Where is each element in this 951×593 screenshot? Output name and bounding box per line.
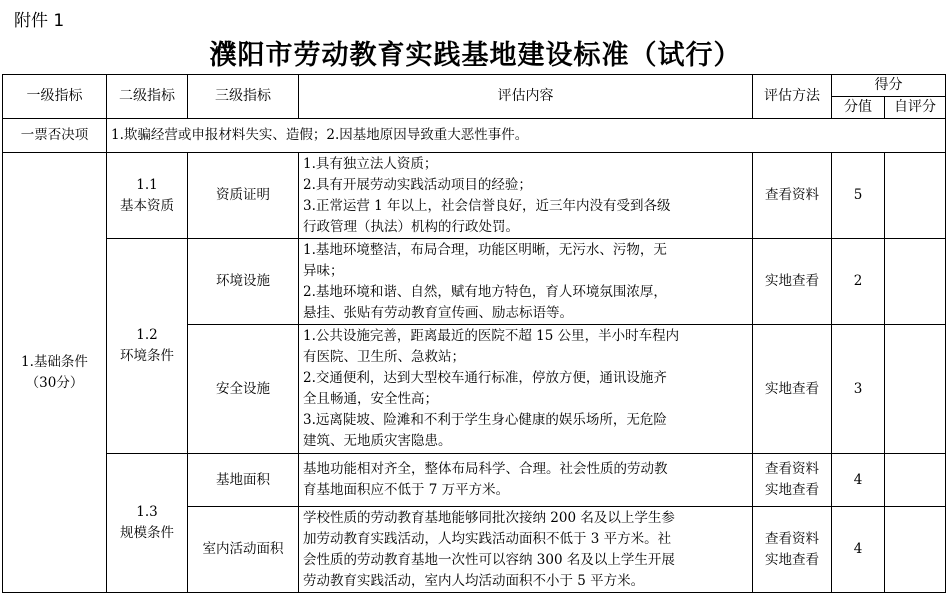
content-line: 基地功能相对齐全，整体布局科学、合理。社会性质的劳动教 <box>303 461 668 477</box>
content-cell <box>299 507 753 593</box>
level2-scale <box>107 454 188 593</box>
score-value-cell: 4 <box>832 507 885 593</box>
content-line: 悬挂、张贴有劳动教育宣传画、励志标语等。 <box>303 304 573 321</box>
veto-row <box>3 119 946 153</box>
level3-cell: 环境设施 <box>188 239 299 325</box>
level2-name: 环境条件 <box>120 348 174 364</box>
method-line: 实地查看 <box>765 482 819 498</box>
level2-number: 1.2 <box>136 327 158 343</box>
attachment-label: 附件 1 <box>14 11 65 31</box>
method-cell: 实地查看 <box>753 239 832 325</box>
level2-number: 1.3 <box>136 504 158 520</box>
content-line: 劳动教育实践活动，室内人均活动面积不小于 5 平方米。 <box>303 572 645 589</box>
veto-content: 1.欺骗经营或申报材料失实、造假；2.因基地原因导致重大恶性事件。 <box>107 119 946 153</box>
content-line: 1.公共设施完善，距离最近的医院不超 15 公里，半小时车程内 <box>303 328 680 344</box>
content-line: 3.远离陡坡、险滩和不利于学生身心健康的娱乐场所，无危险 <box>303 412 667 428</box>
self-score-cell <box>885 239 946 325</box>
content-line: 育基地面积应不低于 7 万平方米。 <box>303 482 510 498</box>
method-line: 实地查看 <box>765 551 819 568</box>
method-cell <box>753 507 832 593</box>
score-value-cell: 3 <box>832 325 885 454</box>
level3-cell: 基地面积 <box>188 454 299 507</box>
content-line: 3.正常运营 1 年以上，社会信誉良好，近三年内没有受到各级 <box>303 197 671 214</box>
header-self-score: 自评分 <box>885 97 946 119</box>
level2-number: 1.1 <box>136 176 158 193</box>
content-line: 全且畅通，安全性高； <box>303 391 438 407</box>
header-level1: 一级指标 <box>3 75 107 119</box>
method-line: 查看资料 <box>765 530 819 547</box>
content-line: 2.具有开展劳动实践活动项目的经验； <box>303 176 532 193</box>
level1-points: （30分） <box>25 374 84 391</box>
header-level2: 二级指标 <box>107 75 188 119</box>
content-line: 1.基地环境整洁，布局合理，功能区明晰，无污水、污物，无 <box>303 241 667 258</box>
level3-cell: 安全设施 <box>188 325 299 454</box>
standards-table <box>2 74 946 593</box>
content-line: 1.具有独立法人资质； <box>303 155 438 172</box>
level2-environment <box>107 239 188 454</box>
content-cell <box>299 325 753 454</box>
level3-cell: 室内活动面积 <box>188 507 299 593</box>
level2-basic-qualification <box>107 153 188 239</box>
content-cell <box>299 153 753 239</box>
score-value-cell: 2 <box>832 239 885 325</box>
table-row <box>3 153 946 239</box>
level1-title: 1.基础条件 <box>21 353 88 370</box>
header-row <box>3 75 946 97</box>
veto-label: 一票否决项 <box>3 119 107 153</box>
content-line: 2.基地环境和谐、自然，赋有地方特色，育人环境氛围浓厚， <box>303 283 667 300</box>
content-line: 2.交通便利，达到大型校车通行标准，停放方便，通讯设施齐 <box>303 370 667 386</box>
level1-basic-conditions <box>3 153 107 593</box>
method-cell <box>753 454 832 507</box>
content-line: 学校性质的劳动教育基地能够同批次接纳 200 名及以上学生参 <box>303 509 675 526</box>
header-level3: 三级指标 <box>188 75 299 119</box>
self-score-cell <box>885 454 946 507</box>
content-line: 加劳动教育实践活动，人均实践活动面积不低于 3 平方米。社 <box>303 530 672 547</box>
header-score-value: 分值 <box>832 97 885 119</box>
method-line: 查看资料 <box>765 461 819 477</box>
content-line: 行政管理（执法）机构的行政处罚。 <box>303 218 519 235</box>
level2-name: 基本资质 <box>120 197 174 214</box>
self-score-cell <box>885 507 946 593</box>
content-cell <box>299 454 753 507</box>
content-line: 建筑、无地质灾害隐患。 <box>303 433 452 449</box>
content-line: 有医院、卫生所、急救站； <box>303 349 465 365</box>
method-cell: 实地查看 <box>753 325 832 454</box>
self-score-cell <box>885 153 946 239</box>
header-content: 评估内容 <box>299 75 753 119</box>
content-cell <box>299 239 753 325</box>
table-row <box>3 239 946 325</box>
header-method: 评估方法 <box>753 75 832 119</box>
content-line: 异味； <box>303 262 344 279</box>
self-score-cell <box>885 325 946 454</box>
score-value-cell: 4 <box>832 454 885 507</box>
content-line: 会性质的劳动教育基地一次性可以容纳 300 名及以上学生开展 <box>303 551 675 568</box>
level2-name: 规模条件 <box>120 525 174 541</box>
document-title: 濮阳市劳动教育实践基地建设标准（试行） <box>209 40 742 71</box>
level3-cell: 资质证明 <box>188 153 299 239</box>
header-score: 得分 <box>832 75 946 97</box>
method-cell: 查看资料 <box>753 153 832 239</box>
table-row <box>3 454 946 507</box>
score-value-cell: 5 <box>832 153 885 239</box>
